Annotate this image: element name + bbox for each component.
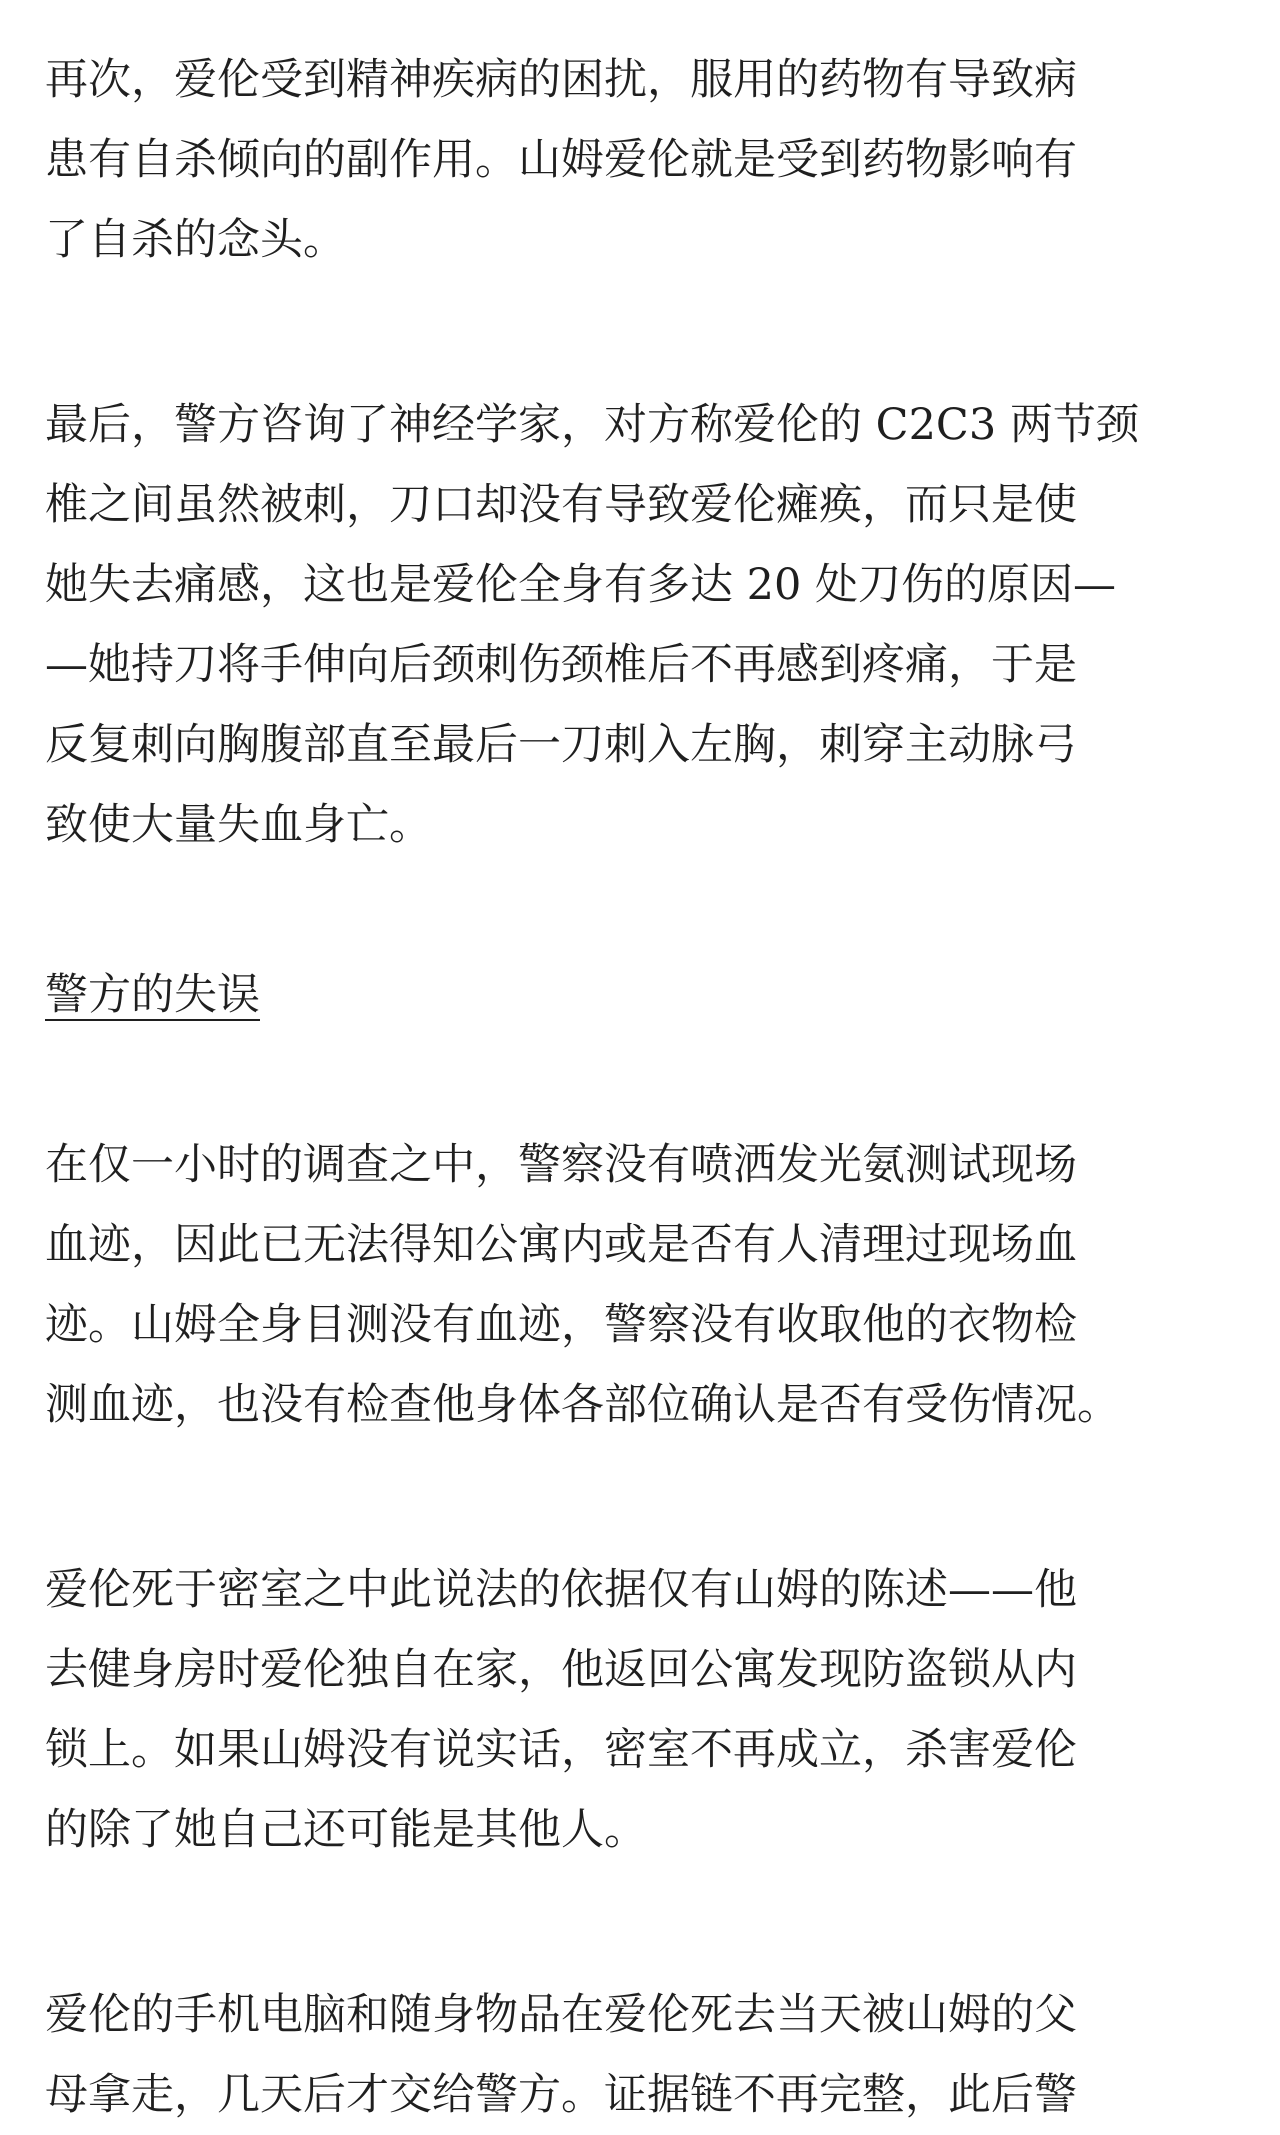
text-line: 了自杀的念头。 (45, 215, 346, 265)
text-line: 最后，警方咨询了神经学家，对方称爱伦的 C2C3 两节颈 (45, 400, 1139, 450)
text-line: 爱伦的手机电脑和随身物品在爱伦死去当天被山姆的父 (45, 1990, 1077, 2040)
text-line: 致使大量失血身亡。 (45, 800, 432, 850)
paragraph-gap (45, 1870, 1245, 1975)
section-heading: 警方的失误 (45, 970, 260, 1020)
paragraph-medication (45, 40, 1245, 280)
paragraph-neurologist (45, 385, 1245, 865)
paragraph-investigation (45, 1125, 1245, 1445)
article-body (45, 40, 1245, 2135)
text-line: 再次，爱伦受到精神疾病的困扰，服用的药物有导致病 (45, 55, 1077, 105)
paragraph-gap (45, 280, 1245, 385)
paragraph-gap (45, 1445, 1245, 1550)
text-line: 患有自杀倾向的副作用。山姆爱伦就是受到药物影响有 (45, 135, 1077, 185)
text-line: 锁上。如果山姆没有说实话，密室不再成立，杀害爱伦 (45, 1725, 1077, 1775)
text-line: 测血迹，也没有检查他身体各部位确认是否有受伤情况。 (45, 1380, 1120, 1430)
text-line: 反复刺向胸腹部直至最后一刀刺入左胸，刺穿主动脉弓 (45, 720, 1077, 770)
text-line: 她失去痛感，这也是爱伦全身有多达 20 处刀伤的原因— (45, 560, 1117, 610)
paragraph-locked-room (45, 1550, 1245, 1870)
paragraph-gap (45, 1035, 1245, 1125)
text-line: 去健身房时爱伦独自在家，他返回公寓发现防盗锁从内 (45, 1645, 1077, 1695)
text-line: 椎之间虽然被刺，刀口却没有导致爱伦瘫痪，而只是使 (45, 480, 1077, 530)
paragraph-evidence (45, 1975, 1245, 2135)
paragraph-gap (45, 865, 1245, 955)
text-line: 在仅一小时的调查之中，警察没有喷洒发光氨测试现场 (45, 1140, 1077, 1190)
text-line: —她持刀将手伸向后颈刺伤颈椎后不再感到疼痛，于是 (45, 640, 1077, 690)
text-line: 血迹，因此已无法得知公寓内或是否有人清理过现场血 (45, 1220, 1077, 1270)
text-line: 迹。山姆全身目测没有血迹，警察没有收取他的衣物检 (45, 1300, 1077, 1350)
text-line: 母拿走，几天后才交给警方。证据链不再完整，此后警 (45, 2070, 1077, 2120)
text-line: 的除了她自己还可能是其他人。 (45, 1805, 647, 1855)
text-line: 爱伦死于密室之中此说法的依据仅有山姆的陈述——他 (45, 1565, 1077, 1615)
